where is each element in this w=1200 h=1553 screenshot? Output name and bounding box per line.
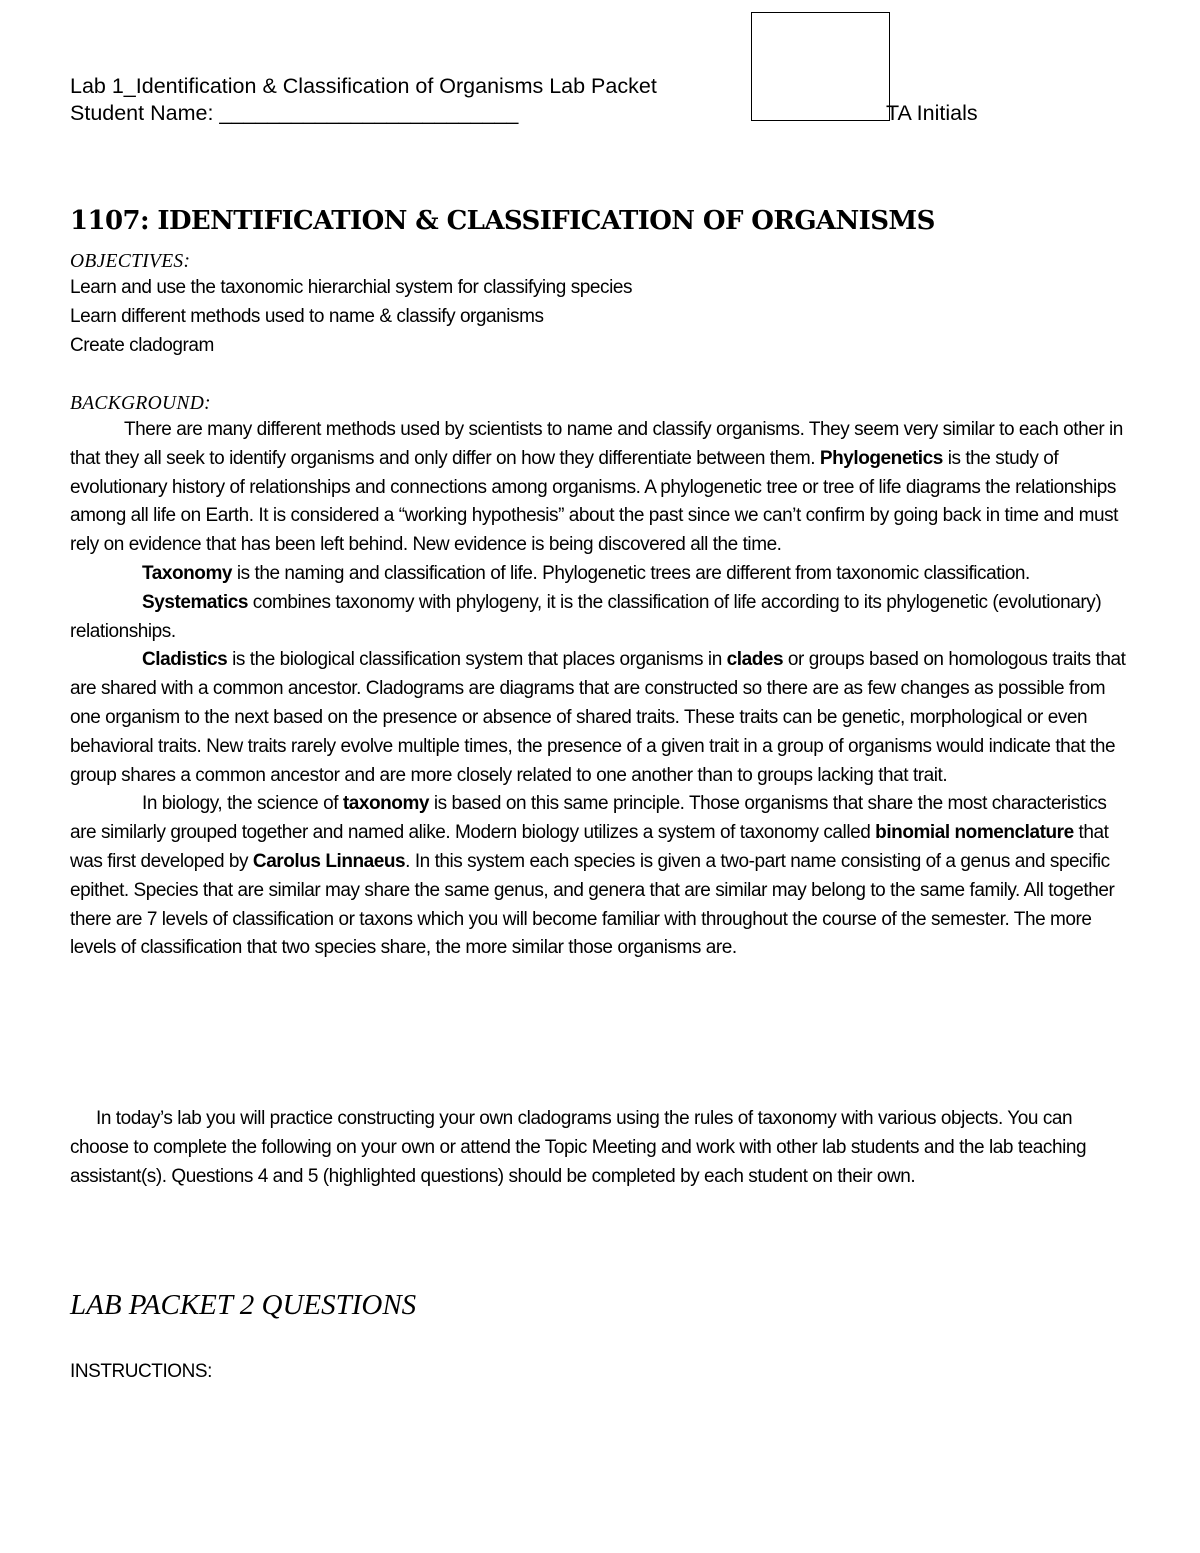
objective-item: Create cladogram: [70, 334, 214, 356]
paragraph-text: is the biological classification system that places organisms in: [227, 649, 727, 671]
objective-item: Learn different methods used to name & classify organisms: [70, 305, 544, 327]
student-name-line: Student Name: _________________________: [70, 101, 519, 125]
ta-initials-label: TA Initials: [886, 101, 978, 125]
term-phylogenetics: Phylogenetics: [819, 447, 943, 469]
lab-packet-title: Lab 1_Identification & Classification of Organisms Lab Packet: [70, 74, 657, 98]
term-binomial-nomenclature: binomial nomenclature: [875, 822, 1074, 844]
term-taxonomy-2: taxonomy: [342, 793, 429, 815]
paragraph-text: combines taxonomy with phylogeny, it is the classification of life according to its phylogenetic (evolutionary) relationships.: [70, 591, 1102, 642]
background-paragraph-phylogenetics: [70, 416, 1130, 560]
paragraph-text: In biology, the science of: [142, 793, 343, 815]
background-paragraph-cladistics: [70, 646, 1130, 790]
paragraph-text: . In this system each species is given a two-part name consisting of a genus and specific epithet. Species that are similar may share the same genus, and genera that are similar may belong to the same family. All together there are 7 levels of classification or taxons which you will become familiar with throughout the course of the semester. The more levels of classification that two species share, the more similar those organisms are.: [70, 850, 1115, 959]
ta-initials-box[interactable]: [751, 12, 890, 121]
background-text: [70, 416, 1130, 963]
paragraph-text: There are many different methods used by scientists to name and classify organisms. They seem very similar to each other in that they all seek to identify organisms and only differ on how they differentiate between them.: [70, 419, 1123, 469]
paragraph-text: that was first developed by: [70, 822, 1109, 872]
lab-packet-questions-heading: LAB PACKET 2 QUESTIONS: [70, 1289, 417, 1321]
term-clades: clades: [726, 649, 784, 671]
instructions-label: INSTRUCTIONS:: [70, 1361, 212, 1382]
term-cladistics: Cladistics: [142, 649, 228, 671]
background-paragraph-taxonomy: [70, 560, 1130, 589]
paragraph-text: is the study of evolutionary history of relationships and connections among organisms. A phylogenetic tree or tree of life diagrams the relationships among all life on Earth. It is considered a “working hypothesis” about the past since we can’t confirm by going back in time and must rely on evidence that has been left behind. New evidence is being discovered all the time.: [70, 447, 1118, 556]
background-label: BACKGROUND:: [70, 393, 211, 414]
objectives-label: OBJECTIVES:: [70, 251, 191, 272]
objectives-list: [70, 274, 1130, 360]
background-paragraph-binomial: [70, 790, 1130, 963]
term-carolus-linnaeus: Carolus Linnaeus: [252, 850, 406, 872]
term-systematics: Systematics: [142, 591, 248, 613]
main-title: 1107: IDENTIFICATION & CLASSIFICATION OF ORGANISMS: [70, 206, 935, 236]
todays-lab-text: [70, 1105, 1130, 1191]
paragraph-text: is based on this same principle. Those organisms that share the most characteristics are similarly grouped together and named alike. Modern biology utilizes a system of taxonomy called: [70, 793, 1107, 844]
paragraph-text: or groups based on homologous traits that are shared with a common ancestor. Cladograms are diagrams that are constructed so there are as few changes as possible from one organism to the next based on the presence or absence of shared traits. These traits can be genetic, morphological or even behavioral traits. New traits rarely evolve multiple times, the presence of a given trait in a group of organisms would indicate that the group shares a common ancestor and are more closely related to one another than to groups lacking that trait.: [70, 649, 1126, 786]
background-paragraph-systematics: [70, 589, 1130, 647]
paragraph-text: is the naming and classification of life. Phylogenetic trees are different from taxonomic classification.: [232, 562, 1030, 584]
todays-lab-paragraph: In today’s lab you will practice constructing your own cladograms using the rules of taxonomy with various objects. You can choose to complete the following on your own or attend the Topic Meeting and work with other lab students and the lab teaching assistant(s). Questions 4 and 5 (highlighted questions) should be completed by each student on their own.: [70, 1108, 1087, 1187]
objective-item: Learn and use the taxonomic hierarchial system for classifying species: [70, 277, 633, 298]
term-taxonomy: Taxonomy: [142, 562, 233, 584]
